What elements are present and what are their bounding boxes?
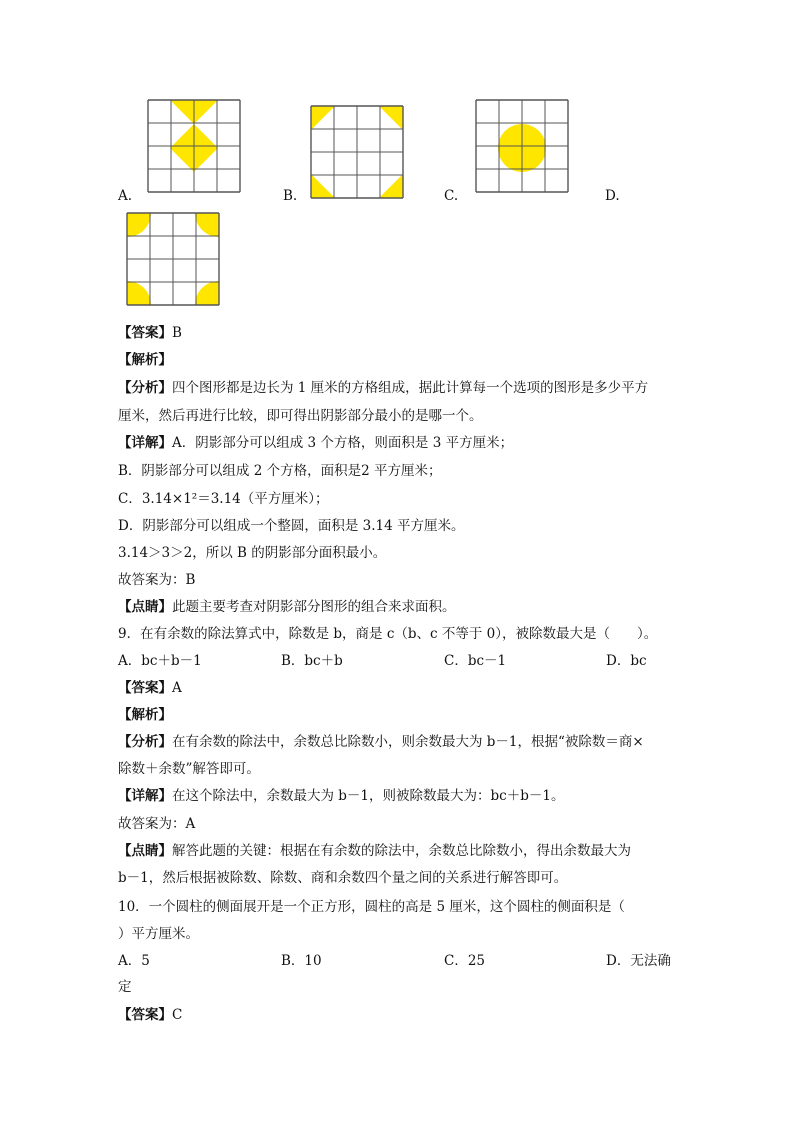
q9-option-b: B．bc＋b bbox=[281, 653, 343, 669]
fenxi-tag: 【分析】 bbox=[118, 380, 172, 396]
q9-dianjing-line-1 bbox=[118, 841, 631, 861]
q10-option-d-line-1: D．无法确 bbox=[606, 953, 671, 969]
figure-b bbox=[309, 104, 405, 200]
q8-fenxi-line-1 bbox=[118, 378, 648, 398]
q8-dianjing-text: 此题主要考查对阴影部分图形的组合来求面积。 bbox=[172, 599, 456, 615]
q8-dianjing-line bbox=[118, 597, 456, 617]
option-b-label: B. bbox=[283, 188, 298, 204]
q9-xiangjie-text: 在这个除法中，余数最大为 b－1，则被除数最大为：bc＋b－1。 bbox=[172, 788, 565, 804]
option-d-label: D. bbox=[605, 188, 620, 204]
q10-answer-line bbox=[118, 1005, 182, 1025]
q9-fenxi-line-1 bbox=[118, 732, 644, 752]
q10-option-a: A．5 bbox=[118, 953, 150, 969]
q8-line-compare: 3.14＞3＞2，所以 B 的阴影部分面积最小。 bbox=[118, 545, 387, 561]
answer-tag: 【答案】 bbox=[118, 325, 172, 341]
answer-tag: 【答案】 bbox=[118, 1007, 172, 1023]
q8-line-b: B．阴影部分可以组成 2 个方格，面积是2 平方厘米； bbox=[118, 463, 442, 479]
q8-xiangjie-line bbox=[118, 433, 513, 453]
xiangjie-tag: 【详解】 bbox=[118, 435, 172, 451]
q8-answer-line bbox=[118, 323, 182, 343]
q8-xiangjie-text: A．阴影部分可以组成 3 个方格，则面积是 3 平方厘米； bbox=[172, 435, 514, 451]
dianjing-tag: 【点睛】 bbox=[118, 843, 172, 859]
q9-option-d: D．bc bbox=[606, 653, 647, 669]
q9-fenxi-text-1: 在有余数的除法中，余数总比除数小，则余数最大为 b－1，根据“被除数＝商× bbox=[172, 734, 644, 750]
q10-option-c: C．25 bbox=[444, 953, 486, 969]
option-a-label: A. bbox=[118, 188, 133, 204]
q10-answer: C bbox=[172, 1007, 183, 1023]
q8-answer: B bbox=[172, 325, 182, 341]
q9-fenxi-line-2: 除数＋余数”解答即可。 bbox=[118, 761, 260, 777]
answer-tag: 【答案】 bbox=[118, 680, 172, 696]
q8-fenxi-text-1: 四个图形都是边长为 1 厘米的方格组成，据此计算每一个选项的图形是多少平方 bbox=[172, 380, 649, 396]
q10-option-b: B．10 bbox=[281, 953, 322, 969]
q9-answer-line bbox=[118, 678, 182, 698]
q10-stem-line-1: 10．一个圆柱的侧面展开是一个正方形，圆柱的高是 5 厘米，这个圆柱的侧面积是（ bbox=[118, 899, 625, 915]
q9-dianjing-line-2: b－1，然后根据被除数、除数、商和余数四个量之间的关系进行解答即可。 bbox=[118, 870, 568, 886]
q9-option-c: C．bc－1 bbox=[444, 653, 507, 669]
q10-stem-line-2: ）平方厘米。 bbox=[118, 926, 199, 942]
figure-a bbox=[146, 98, 242, 194]
q9-answer: A bbox=[172, 680, 182, 696]
q9-conclusion: 故答案为：A bbox=[118, 816, 196, 832]
q8-conclusion: 故答案为：B bbox=[118, 572, 196, 588]
q9-xiangjie-line bbox=[118, 786, 564, 806]
q9-option-a: A．bc＋b－1 bbox=[118, 653, 202, 669]
dianjing-tag: 【点睛】 bbox=[118, 599, 172, 615]
fenxi-tag: 【分析】 bbox=[118, 734, 172, 750]
q8-line-c: C．3.14×1²＝3.14（平方厘米）； bbox=[118, 491, 329, 507]
q8-fenxi-line-2: 厘米，然后再进行比较，即可得出阴影部分最小的是哪一个。 bbox=[118, 408, 483, 424]
q9-stem: 9．在有余数的除法算式中，除数是 b，商是 c（b、c 不等于 0），被除数最大是（ ）。 bbox=[118, 626, 658, 642]
xiangjie-tag: 【详解】 bbox=[118, 788, 172, 804]
q9-analysis-tag: 【解析】 bbox=[118, 707, 172, 723]
q8-line-d: D．阴影部分可以组成一个整圆，面积是 3.14 平方厘米。 bbox=[118, 518, 465, 534]
q8-analysis-tag: 【解析】 bbox=[118, 352, 172, 368]
option-c-label: C. bbox=[444, 188, 459, 204]
q9-dianjing-text-1: 解答此题的关键：根据在有余数的除法中，余数总比除数小，得出余数最大为 bbox=[172, 843, 631, 859]
figure-c bbox=[474, 98, 570, 194]
figure-d bbox=[125, 211, 221, 307]
q10-option-d-line-2: 定 bbox=[118, 979, 132, 995]
